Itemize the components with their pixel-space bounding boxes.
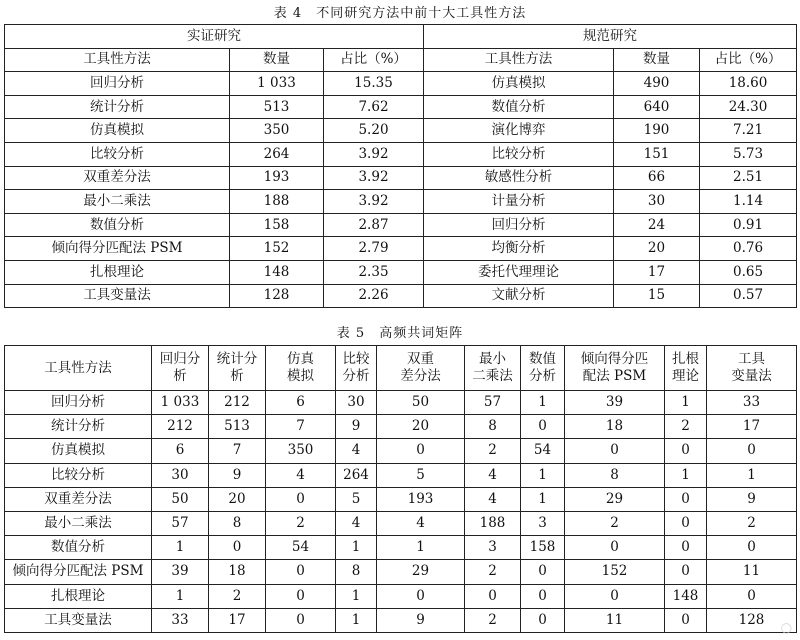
table5-column-header-line: 析 <box>173 368 187 384</box>
table4-cell: 3.92 <box>324 190 424 214</box>
table4-row <box>5 72 797 96</box>
table5-cell: 9 <box>377 608 465 632</box>
table5-cell: 33 <box>152 608 209 632</box>
table5-cell: 0 <box>565 439 665 463</box>
table4-cell: 2.87 <box>324 213 424 237</box>
table5-cell: 2 <box>465 439 521 463</box>
table4-row <box>5 284 797 308</box>
table5-cell: 212 <box>152 415 209 439</box>
table5-cell: 264 <box>336 463 377 487</box>
table4-cell: 350 <box>230 119 324 143</box>
table5-row <box>5 463 797 487</box>
table5-cell: 1 <box>665 391 707 415</box>
table5-cell: 57 <box>465 391 521 415</box>
table4-cell: 2.79 <box>324 237 424 261</box>
table4-cell: 1.14 <box>700 190 797 214</box>
table4-cell: 倾向得分匹配法 PSM <box>5 237 230 261</box>
table4-group-header: 实证研究 <box>5 25 424 49</box>
table5-cell: 0 <box>707 584 797 608</box>
table5-row-label: 双重差分法 <box>5 487 152 511</box>
table4-cell: 128 <box>230 284 324 308</box>
table5-cell: 9 <box>209 463 266 487</box>
table4-cell: 数值分析 <box>424 95 614 119</box>
table5-row <box>5 608 797 632</box>
table4-row <box>5 213 797 237</box>
table5-cell: 39 <box>152 560 209 584</box>
table4-cell: 演化博弈 <box>424 119 614 143</box>
table5-cell: 128 <box>707 608 797 632</box>
table5-caption: 表 5 高频共词矩阵 <box>336 326 464 341</box>
table4-cell: 15.35 <box>324 72 424 96</box>
table5-column-header-line: 数值 <box>529 351 556 367</box>
table5-column-header-line: 析 <box>230 368 244 384</box>
table5-cell: 54 <box>521 439 565 463</box>
table4-column-header: 工具性方法 <box>424 48 614 72</box>
table5-row-label: 数值分析 <box>5 536 152 560</box>
table5-cell: 188 <box>465 511 521 535</box>
table4-column-header: 数量 <box>614 48 700 72</box>
table4-cell: 0.57 <box>700 284 797 308</box>
watermark: ◯ <box>780 623 792 634</box>
table4-cell: 5.73 <box>700 142 797 166</box>
table5-cell: 33 <box>707 391 797 415</box>
table5-cell: 1 <box>665 463 707 487</box>
table5-row <box>5 584 797 608</box>
table5-cell: 30 <box>336 391 377 415</box>
table4-cell: 统计分析 <box>5 95 230 119</box>
table5-column-header-line: 双重 <box>407 351 434 367</box>
table5-cell: 20 <box>377 415 465 439</box>
table5-cell: 39 <box>565 391 665 415</box>
table5 <box>4 345 797 633</box>
table4-cell: 回归分析 <box>5 72 230 96</box>
table5-column-header <box>377 346 465 391</box>
table4-cell: 151 <box>614 142 700 166</box>
table4-cell: 2.26 <box>324 284 424 308</box>
table5-row-label: 比较分析 <box>5 463 152 487</box>
table5-row-label: 倾向得分匹配法 PSM <box>5 560 152 584</box>
table4-caption: 表 4 不同研究方法中前十大工具性方法 <box>273 6 527 21</box>
table5-corner-label: 工具性方法 <box>5 346 152 391</box>
table5-cell: 57 <box>152 511 209 535</box>
table4-cell: 264 <box>230 142 324 166</box>
table5-row <box>5 439 797 463</box>
table5-column-header <box>152 346 209 391</box>
table4-cell: 24.30 <box>700 95 797 119</box>
table5-column-header-line: 变量法 <box>731 368 772 384</box>
table5-row <box>5 487 797 511</box>
table4-cell: 敏感性分析 <box>424 166 614 190</box>
table5-column-header <box>465 346 521 391</box>
table5-cell: 0 <box>266 608 336 632</box>
table5-cell: 1 <box>521 391 565 415</box>
table5-column-header-line: 比较 <box>342 351 370 367</box>
table5-cell: 212 <box>209 391 266 415</box>
table5-column-header-line: 模拟 <box>287 368 314 384</box>
table5-cell: 18 <box>209 560 266 584</box>
table5-cell: 6 <box>152 439 209 463</box>
table5-cell: 1 033 <box>152 391 209 415</box>
table5-row <box>5 536 797 560</box>
table4-row <box>5 260 797 284</box>
table4-row <box>5 119 797 143</box>
table5-cell: 3 <box>465 536 521 560</box>
table4-cell: 640 <box>614 95 700 119</box>
table4-cell: 1 033 <box>230 72 324 96</box>
table5-cell: 54 <box>266 536 336 560</box>
table4-cell: 双重差分法 <box>5 166 230 190</box>
table5-column-header <box>707 346 797 391</box>
table5-cell: 2 <box>465 560 521 584</box>
table4-cell: 仿真模拟 <box>424 72 614 96</box>
table4-cell: 188 <box>230 190 324 214</box>
table4-column-header-row <box>5 48 797 72</box>
table4-cell: 513 <box>230 95 324 119</box>
table4-row <box>5 142 797 166</box>
table4-cell: 比较分析 <box>5 142 230 166</box>
table5-cell: 4 <box>266 463 336 487</box>
table5-cell: 0 <box>521 608 565 632</box>
table4-cell: 比较分析 <box>424 142 614 166</box>
table5-cell: 2 <box>266 511 336 535</box>
table4-cell: 2.35 <box>324 260 424 284</box>
table5-cell: 11 <box>707 560 797 584</box>
table5-cell: 29 <box>565 487 665 511</box>
table5-cell: 0 <box>266 560 336 584</box>
table5-column-header-line: 工具 <box>738 351 765 367</box>
table5-cell: 11 <box>565 608 665 632</box>
table5-cell: 1 <box>336 608 377 632</box>
table5-column-header-line: 配法 PSM <box>582 368 647 384</box>
table5-cell: 0 <box>377 439 465 463</box>
table5-column-header <box>209 346 266 391</box>
table5-cell: 2 <box>707 511 797 535</box>
table5-cell: 3 <box>521 511 565 535</box>
table5-row-label: 最小二乘法 <box>5 511 152 535</box>
table5-cell: 1 <box>377 536 465 560</box>
table4-cell: 20 <box>614 237 700 261</box>
table5-cell: 158 <box>521 536 565 560</box>
table4-cell: 仿真模拟 <box>5 119 230 143</box>
table5-column-header-line: 分析 <box>342 368 370 384</box>
table5-cell: 9 <box>707 487 797 511</box>
table5-row-label: 工具变量法 <box>5 608 152 632</box>
table4-column-header: 工具性方法 <box>5 48 230 72</box>
table5-cell: 0 <box>665 560 707 584</box>
table5-cell: 1 <box>152 584 209 608</box>
table5-row-label: 扎根理论 <box>5 584 152 608</box>
table4-cell: 15 <box>614 284 700 308</box>
table4-row <box>5 190 797 214</box>
table5-cell: 5 <box>377 463 465 487</box>
table5-cell: 8 <box>465 415 521 439</box>
table5-cell: 5 <box>336 487 377 511</box>
table4-cell: 3.92 <box>324 166 424 190</box>
table5-cell: 0 <box>521 584 565 608</box>
table4-cell: 18.60 <box>700 72 797 96</box>
table4-cell: 最小二乘法 <box>5 190 230 214</box>
table5-column-header-line: 统计分 <box>216 351 258 367</box>
table5-cell: 0 <box>209 536 266 560</box>
table5-cell: 2 <box>665 415 707 439</box>
table5-cell: 0 <box>521 415 565 439</box>
table5-cell: 2 <box>565 511 665 535</box>
table5-column-header-line: 差分法 <box>400 368 441 384</box>
table4-cell: 17 <box>614 260 700 284</box>
table5-row <box>5 511 797 535</box>
table4-cell: 0.76 <box>700 237 797 261</box>
table5-column-header-line: 仿真 <box>287 351 314 367</box>
table5-cell: 8 <box>336 560 377 584</box>
table4-cell: 30 <box>614 190 700 214</box>
table5-cell: 17 <box>707 415 797 439</box>
table5-row-label: 回归分析 <box>5 391 152 415</box>
table5-cell: 18 <box>565 415 665 439</box>
table5-column-header-line: 理论 <box>672 368 699 384</box>
table4-cell: 0.65 <box>700 260 797 284</box>
table5-row <box>5 560 797 584</box>
table5-cell: 0 <box>565 584 665 608</box>
table5-cell: 0 <box>377 584 465 608</box>
table5-column-header-line: 分析 <box>529 368 556 384</box>
table5-cell: 2 <box>209 584 266 608</box>
table5-cell: 152 <box>565 560 665 584</box>
table4-cell: 24 <box>614 213 700 237</box>
table4-column-header: 占比（%） <box>324 48 424 72</box>
table5-column-header-line: 二乘法 <box>472 368 513 384</box>
table5-cell: 0 <box>266 584 336 608</box>
table5-cell: 0 <box>665 608 707 632</box>
table4-cell: 工具变量法 <box>5 284 230 308</box>
table4-row <box>5 166 797 190</box>
table4-cell: 均衡分析 <box>424 237 614 261</box>
table5-column-header <box>565 346 665 391</box>
table5-cell: 4 <box>465 487 521 511</box>
table5-cell: 6 <box>266 391 336 415</box>
table4-cell: 148 <box>230 260 324 284</box>
table4-cell: 数值分析 <box>5 213 230 237</box>
table5-cell: 17 <box>209 608 266 632</box>
table4-cell: 66 <box>614 166 700 190</box>
table5-row-label: 统计分析 <box>5 415 152 439</box>
table5-column-header <box>336 346 377 391</box>
table5-cell: 0 <box>266 487 336 511</box>
table4-column-header: 数量 <box>230 48 324 72</box>
table4-cell: 5.20 <box>324 119 424 143</box>
table4-cell: 扎根理论 <box>5 260 230 284</box>
table5-cell: 1 <box>152 536 209 560</box>
table5-column-header <box>521 346 565 391</box>
table4-cell: 2.51 <box>700 166 797 190</box>
table4-cell: 3.92 <box>324 142 424 166</box>
table5-row <box>5 391 797 415</box>
table5-cell: 0 <box>465 584 521 608</box>
table5-cell: 1 <box>336 584 377 608</box>
table5-cell: 0 <box>707 439 797 463</box>
table5-header-row <box>5 346 797 391</box>
table4-cell: 7.21 <box>700 119 797 143</box>
table4-row <box>5 95 797 119</box>
table5-cell: 2 <box>465 608 521 632</box>
table5-column-header-line: 扎根 <box>672 351 699 367</box>
table5-cell: 4 <box>377 511 465 535</box>
table5-row <box>5 415 797 439</box>
table4-cell: 文献分析 <box>424 284 614 308</box>
table5-cell: 0 <box>707 536 797 560</box>
table4-row <box>5 237 797 261</box>
table5-cell: 0 <box>565 536 665 560</box>
table5-cell: 30 <box>152 463 209 487</box>
table5-cell: 148 <box>665 584 707 608</box>
table5-cell: 9 <box>336 415 377 439</box>
table5-cell: 50 <box>377 391 465 415</box>
table5-column-header-line: 倾向得分匹 <box>580 351 649 367</box>
table5-column-header-line: 最小 <box>479 351 506 367</box>
table5-cell: 8 <box>209 511 266 535</box>
table4-cell: 193 <box>230 166 324 190</box>
table4 <box>4 24 797 308</box>
table5-cell: 1 <box>707 463 797 487</box>
table5-cell: 50 <box>152 487 209 511</box>
table5-column-header-line: 回归分 <box>159 351 201 367</box>
table4-cell: 7.62 <box>324 95 424 119</box>
table4-cell: 152 <box>230 237 324 261</box>
table5-cell: 0 <box>665 511 707 535</box>
table5-cell: 0 <box>665 487 707 511</box>
table4-cell: 回归分析 <box>424 213 614 237</box>
table5-column-header <box>266 346 336 391</box>
table5-cell: 0 <box>665 536 707 560</box>
table5-cell: 8 <box>565 463 665 487</box>
table5-cell: 4 <box>336 439 377 463</box>
table5-cell: 7 <box>209 439 266 463</box>
table5-cell: 350 <box>266 439 336 463</box>
table4-group-header-row <box>5 25 797 49</box>
table5-cell: 0 <box>665 439 707 463</box>
table4-group-header: 规范研究 <box>424 25 797 49</box>
table4-column-header: 占比（%） <box>700 48 797 72</box>
table5-cell: 1 <box>336 536 377 560</box>
table5-cell: 0 <box>521 560 565 584</box>
table4-cell: 委托代理理论 <box>424 260 614 284</box>
table5-cell: 20 <box>209 487 266 511</box>
table5-cell: 513 <box>209 415 266 439</box>
table5-cell: 7 <box>266 415 336 439</box>
table5-cell: 1 <box>521 487 565 511</box>
table4-cell: 190 <box>614 119 700 143</box>
table4-cell: 158 <box>230 213 324 237</box>
table5-row-label: 仿真模拟 <box>5 439 152 463</box>
table5-cell: 193 <box>377 487 465 511</box>
table5-cell: 4 <box>465 463 521 487</box>
table4-cell: 0.91 <box>700 213 797 237</box>
table5-column-header <box>665 346 707 391</box>
table5-cell: 1 <box>521 463 565 487</box>
table5-cell: 4 <box>336 511 377 535</box>
table4-cell: 计量分析 <box>424 190 614 214</box>
table4-cell: 490 <box>614 72 700 96</box>
table5-cell: 29 <box>377 560 465 584</box>
